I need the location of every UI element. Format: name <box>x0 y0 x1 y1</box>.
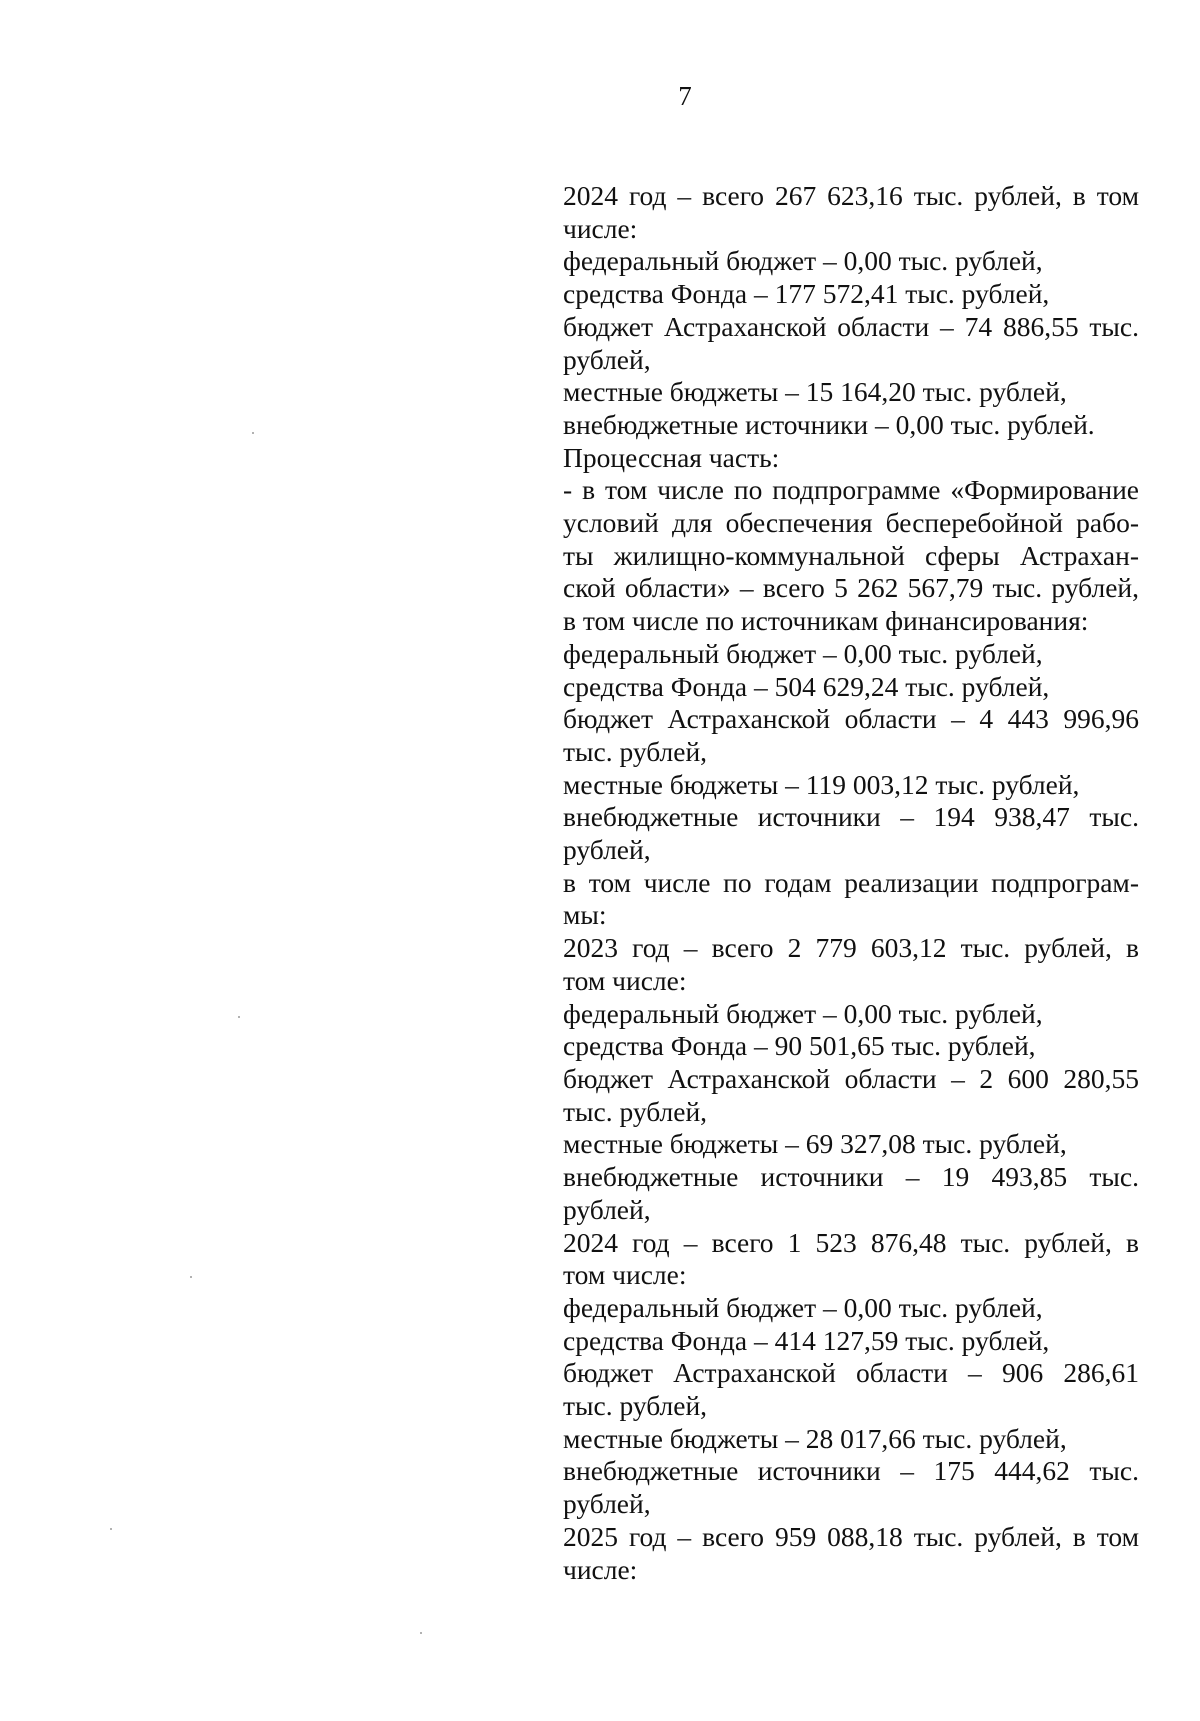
text-line: тыс. рублей, <box>563 1095 708 1127</box>
text-line: 2025 год – всего 959 088,18 тыс. рублей, в том <box>563 1520 1139 1552</box>
scan-speck <box>420 1632 422 1634</box>
text-line: мы: <box>563 899 607 931</box>
text-line: 2024 год – всего 1 523 876,48 тыс. рублей, в <box>563 1226 1139 1258</box>
text-line: 2023 год – всего 2 779 603,12 тыс. рублей, в <box>563 932 1139 964</box>
text-line: числе: <box>563 1553 638 1585</box>
text-line: Процессная часть: <box>563 441 780 473</box>
text-line: федеральный бюджет – 0,00 тыс. рублей, <box>563 1291 1043 1323</box>
text-line: бюджет Астраханской области – 74 886,55 тыс. <box>563 310 1139 342</box>
text-line: - в том числе по подпрограмме «Формирование <box>563 474 1139 506</box>
text-line: числе: <box>563 212 638 244</box>
text-line: ты жилищно-коммунальной сферы Астрахан- <box>563 539 1139 571</box>
text-line: бюджет Астраханской области – 4 443 996,96 <box>563 703 1139 735</box>
page-number: 7 <box>678 81 692 111</box>
text-line: средства Фонда – 177 572,41 тыс. рублей, <box>563 278 1050 310</box>
text-line: внебюджетные источники – 0,00 тыс. рублей. <box>563 408 1095 440</box>
text-line: внебюджетные источники – 19 493,85 тыс. <box>563 1161 1139 1193</box>
text-line: тыс. рублей, <box>563 1390 708 1422</box>
text-line: средства Фонда – 504 629,24 тыс. рублей, <box>563 670 1050 702</box>
text-line: рублей, <box>563 1488 651 1520</box>
text-line: внебюджетные источники – 175 444,62 тыс. <box>563 1455 1139 1487</box>
text-line: рублей, <box>563 343 651 375</box>
text-line: ской области» – всего 5 262 567,79 тыс. рублей, <box>563 572 1139 604</box>
document-body-text <box>563 180 1139 1586</box>
text-line: местные бюджеты – 15 164,20 тыс. рублей, <box>563 376 1067 408</box>
text-line: средства Фонда – 414 127,59 тыс. рублей, <box>563 1324 1050 1356</box>
text-line: федеральный бюджет – 0,00 тыс. рублей, <box>563 637 1043 669</box>
scan-speck <box>252 432 254 434</box>
text-line: в том числе по источникам финансирования: <box>563 605 1089 637</box>
text-line: 2024 год – всего 267 623,16 тыс. рублей, в том <box>563 180 1139 211</box>
text-line: том числе: <box>563 1259 687 1291</box>
scan-speck <box>190 1276 192 1278</box>
text-line: рублей, <box>563 1193 651 1225</box>
text-line: федеральный бюджет – 0,00 тыс. рублей, <box>563 997 1043 1029</box>
text-line: федеральный бюджет – 0,00 тыс. рублей, <box>563 245 1043 277</box>
text-line: тыс. рублей, <box>563 735 708 767</box>
text-line: местные бюджеты – 28 017,66 тыс. рублей, <box>563 1422 1067 1454</box>
text-line: в том числе по годам реализации подпрограм- <box>563 866 1139 898</box>
text-line: местные бюджеты – 119 003,12 тыс. рублей, <box>563 768 1080 800</box>
text-line: средства Фонда – 90 501,65 тыс. рублей, <box>563 1030 1036 1062</box>
text-line: том числе: <box>563 964 687 996</box>
text-line: бюджет Астраханской области – 906 286,61 <box>563 1357 1139 1389</box>
text-line: рублей, <box>563 834 651 866</box>
scan-speck <box>110 1528 112 1530</box>
text-line: бюджет Астраханской области – 2 600 280,55 <box>563 1062 1139 1094</box>
text-line: местные бюджеты – 69 327,08 тыс. рублей, <box>563 1128 1067 1160</box>
text-line: внебюджетные источники – 194 938,47 тыс. <box>563 801 1139 833</box>
text-line: условий для обеспечения бесперебойной рабо- <box>563 507 1139 539</box>
scan-speck <box>238 1016 240 1018</box>
